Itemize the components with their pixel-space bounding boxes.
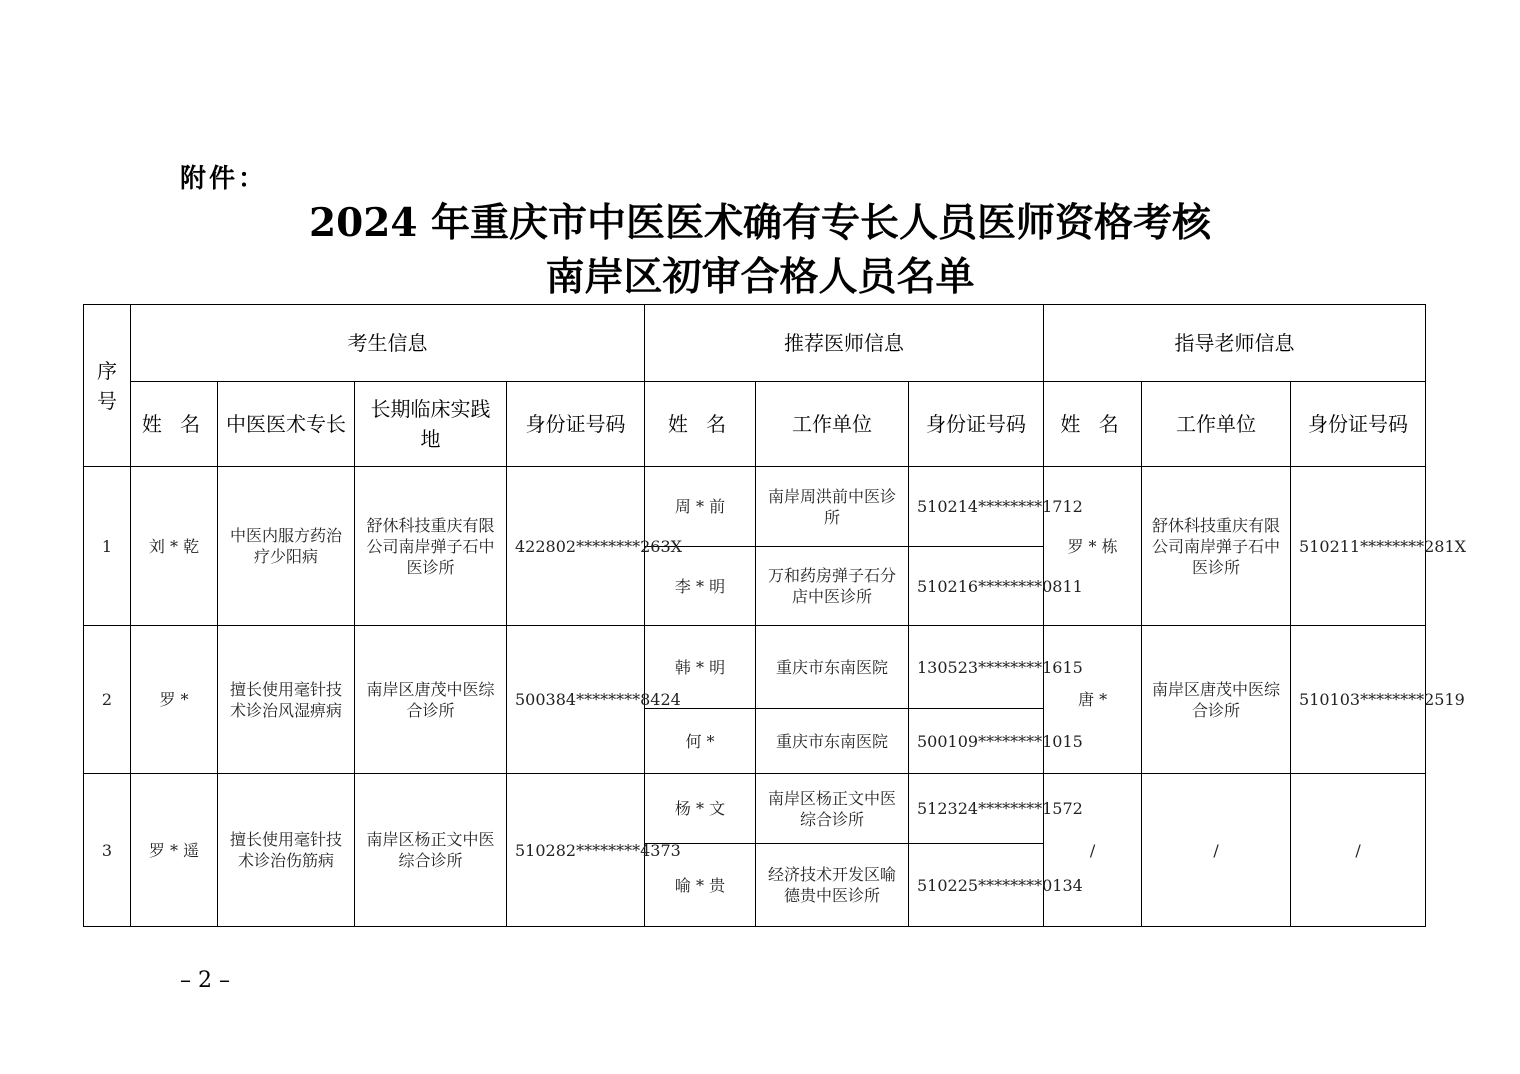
mentor-name: /: [1044, 774, 1142, 927]
recommender-id-number: 512324********1572: [909, 774, 1044, 844]
recommender-work-unit: 重庆市东南医院: [756, 709, 909, 774]
candidate-name: 罗 *: [131, 626, 218, 774]
header-seq: 序号: [84, 305, 131, 467]
header-mentor-id-number: 身份证号码: [1291, 382, 1426, 467]
candidate-specialty: 擅长使用毫针技术诊治伤筋病: [218, 774, 355, 927]
header-mentor-name: 姓 名: [1044, 382, 1142, 467]
header-recommender-name: 姓 名: [645, 382, 756, 467]
recommender-id-number: 130523********1615: [909, 626, 1044, 709]
recommender-id-number: 510214********1712: [909, 467, 1044, 547]
table-row: [84, 774, 1426, 844]
mentor-id-number: /: [1291, 774, 1426, 927]
candidate-id-number: 422802********263X: [507, 467, 645, 626]
mentor-id-number: 510211********281X: [1291, 467, 1426, 626]
candidate-practice-place: 南岸区杨正文中医综合诊所: [355, 774, 507, 927]
document-title-line-1: 2024 年重庆市中医医术确有专长人员医师资格考核: [308, 200, 1212, 246]
header-group-recommender: 推荐医师信息: [645, 305, 1044, 382]
recommender-work-unit: 经济技术开发区喻德贵中医诊所: [756, 844, 909, 927]
recommender-name: 何 *: [645, 709, 756, 774]
candidate-name: 刘 * 乾: [131, 467, 218, 626]
recommender-id-number: 510225********0134: [909, 844, 1044, 927]
recommender-name: 喻 * 贵: [645, 844, 756, 927]
header-recommender-work-unit: 工作单位: [756, 382, 909, 467]
header-id-number: 身份证号码: [507, 382, 645, 467]
header-group-mentor: 指导老师信息: [1044, 305, 1426, 382]
recommender-id-number: 510216********0811: [909, 547, 1044, 626]
recommender-name: 周 * 前: [645, 467, 756, 547]
recommender-name: 李 * 明: [645, 547, 756, 626]
mentor-work-unit: /: [1142, 774, 1291, 927]
mentor-work-unit: 南岸区唐茂中医综合诊所: [1142, 626, 1291, 774]
candidate-id-number: 510282********4373: [507, 774, 645, 927]
recommender-name: 韩 * 明: [645, 626, 756, 709]
header-candidate-name: 姓 名: [131, 382, 218, 467]
mentor-name: 唐 *: [1044, 626, 1142, 774]
table-column-header-row: [84, 382, 1426, 467]
qualified-candidates-table: [83, 304, 1467, 927]
table-row: [84, 467, 1426, 547]
candidate-id-number: 500384********8424: [507, 626, 645, 774]
candidate-specialty: 擅长使用毫针技术诊治风湿痹病: [218, 626, 355, 774]
header-practice-place: 长期临床实践地: [355, 382, 507, 467]
table-group-header-row: [84, 305, 1426, 382]
candidate-name: 罗 * 遥: [131, 774, 218, 927]
document-title-line-2: 南岸区初审合格人员名单: [545, 254, 975, 300]
row-seq: 3: [84, 774, 131, 927]
recommender-name: 杨 * 文: [645, 774, 756, 844]
candidate-practice-place: 舒休科技重庆有限公司南岸弹子石中医诊所: [355, 467, 507, 626]
recommender-work-unit: 万和药房弹子石分店中医诊所: [756, 547, 909, 626]
header-specialty: 中医医术专长: [218, 382, 355, 467]
candidate-practice-place: 南岸区唐茂中医综合诊所: [355, 626, 507, 774]
candidate-specialty: 中医内服方药治疗少阳病: [218, 467, 355, 626]
mentor-name: 罗 * 栋: [1044, 467, 1142, 626]
page-number: – 2 –: [180, 968, 230, 993]
recommender-work-unit: 重庆市东南医院: [756, 626, 909, 709]
recommender-id-number: 500109********1015: [909, 709, 1044, 774]
attachment-label: 附件：: [180, 164, 268, 194]
row-seq: 1: [84, 467, 131, 626]
recommender-work-unit: 南岸区杨正文中医综合诊所: [756, 774, 909, 844]
header-recommender-id-number: 身份证号码: [909, 382, 1044, 467]
header-mentor-work-unit: 工作单位: [1142, 382, 1291, 467]
row-seq: 2: [84, 626, 131, 774]
table-row: [84, 626, 1426, 709]
mentor-work-unit: 舒休科技重庆有限公司南岸弹子石中医诊所: [1142, 467, 1291, 626]
recommender-work-unit: 南岸周洪前中医诊所: [756, 467, 909, 547]
header-group-candidate: 考生信息: [131, 305, 645, 382]
mentor-id-number: 510103********2519: [1291, 626, 1426, 774]
